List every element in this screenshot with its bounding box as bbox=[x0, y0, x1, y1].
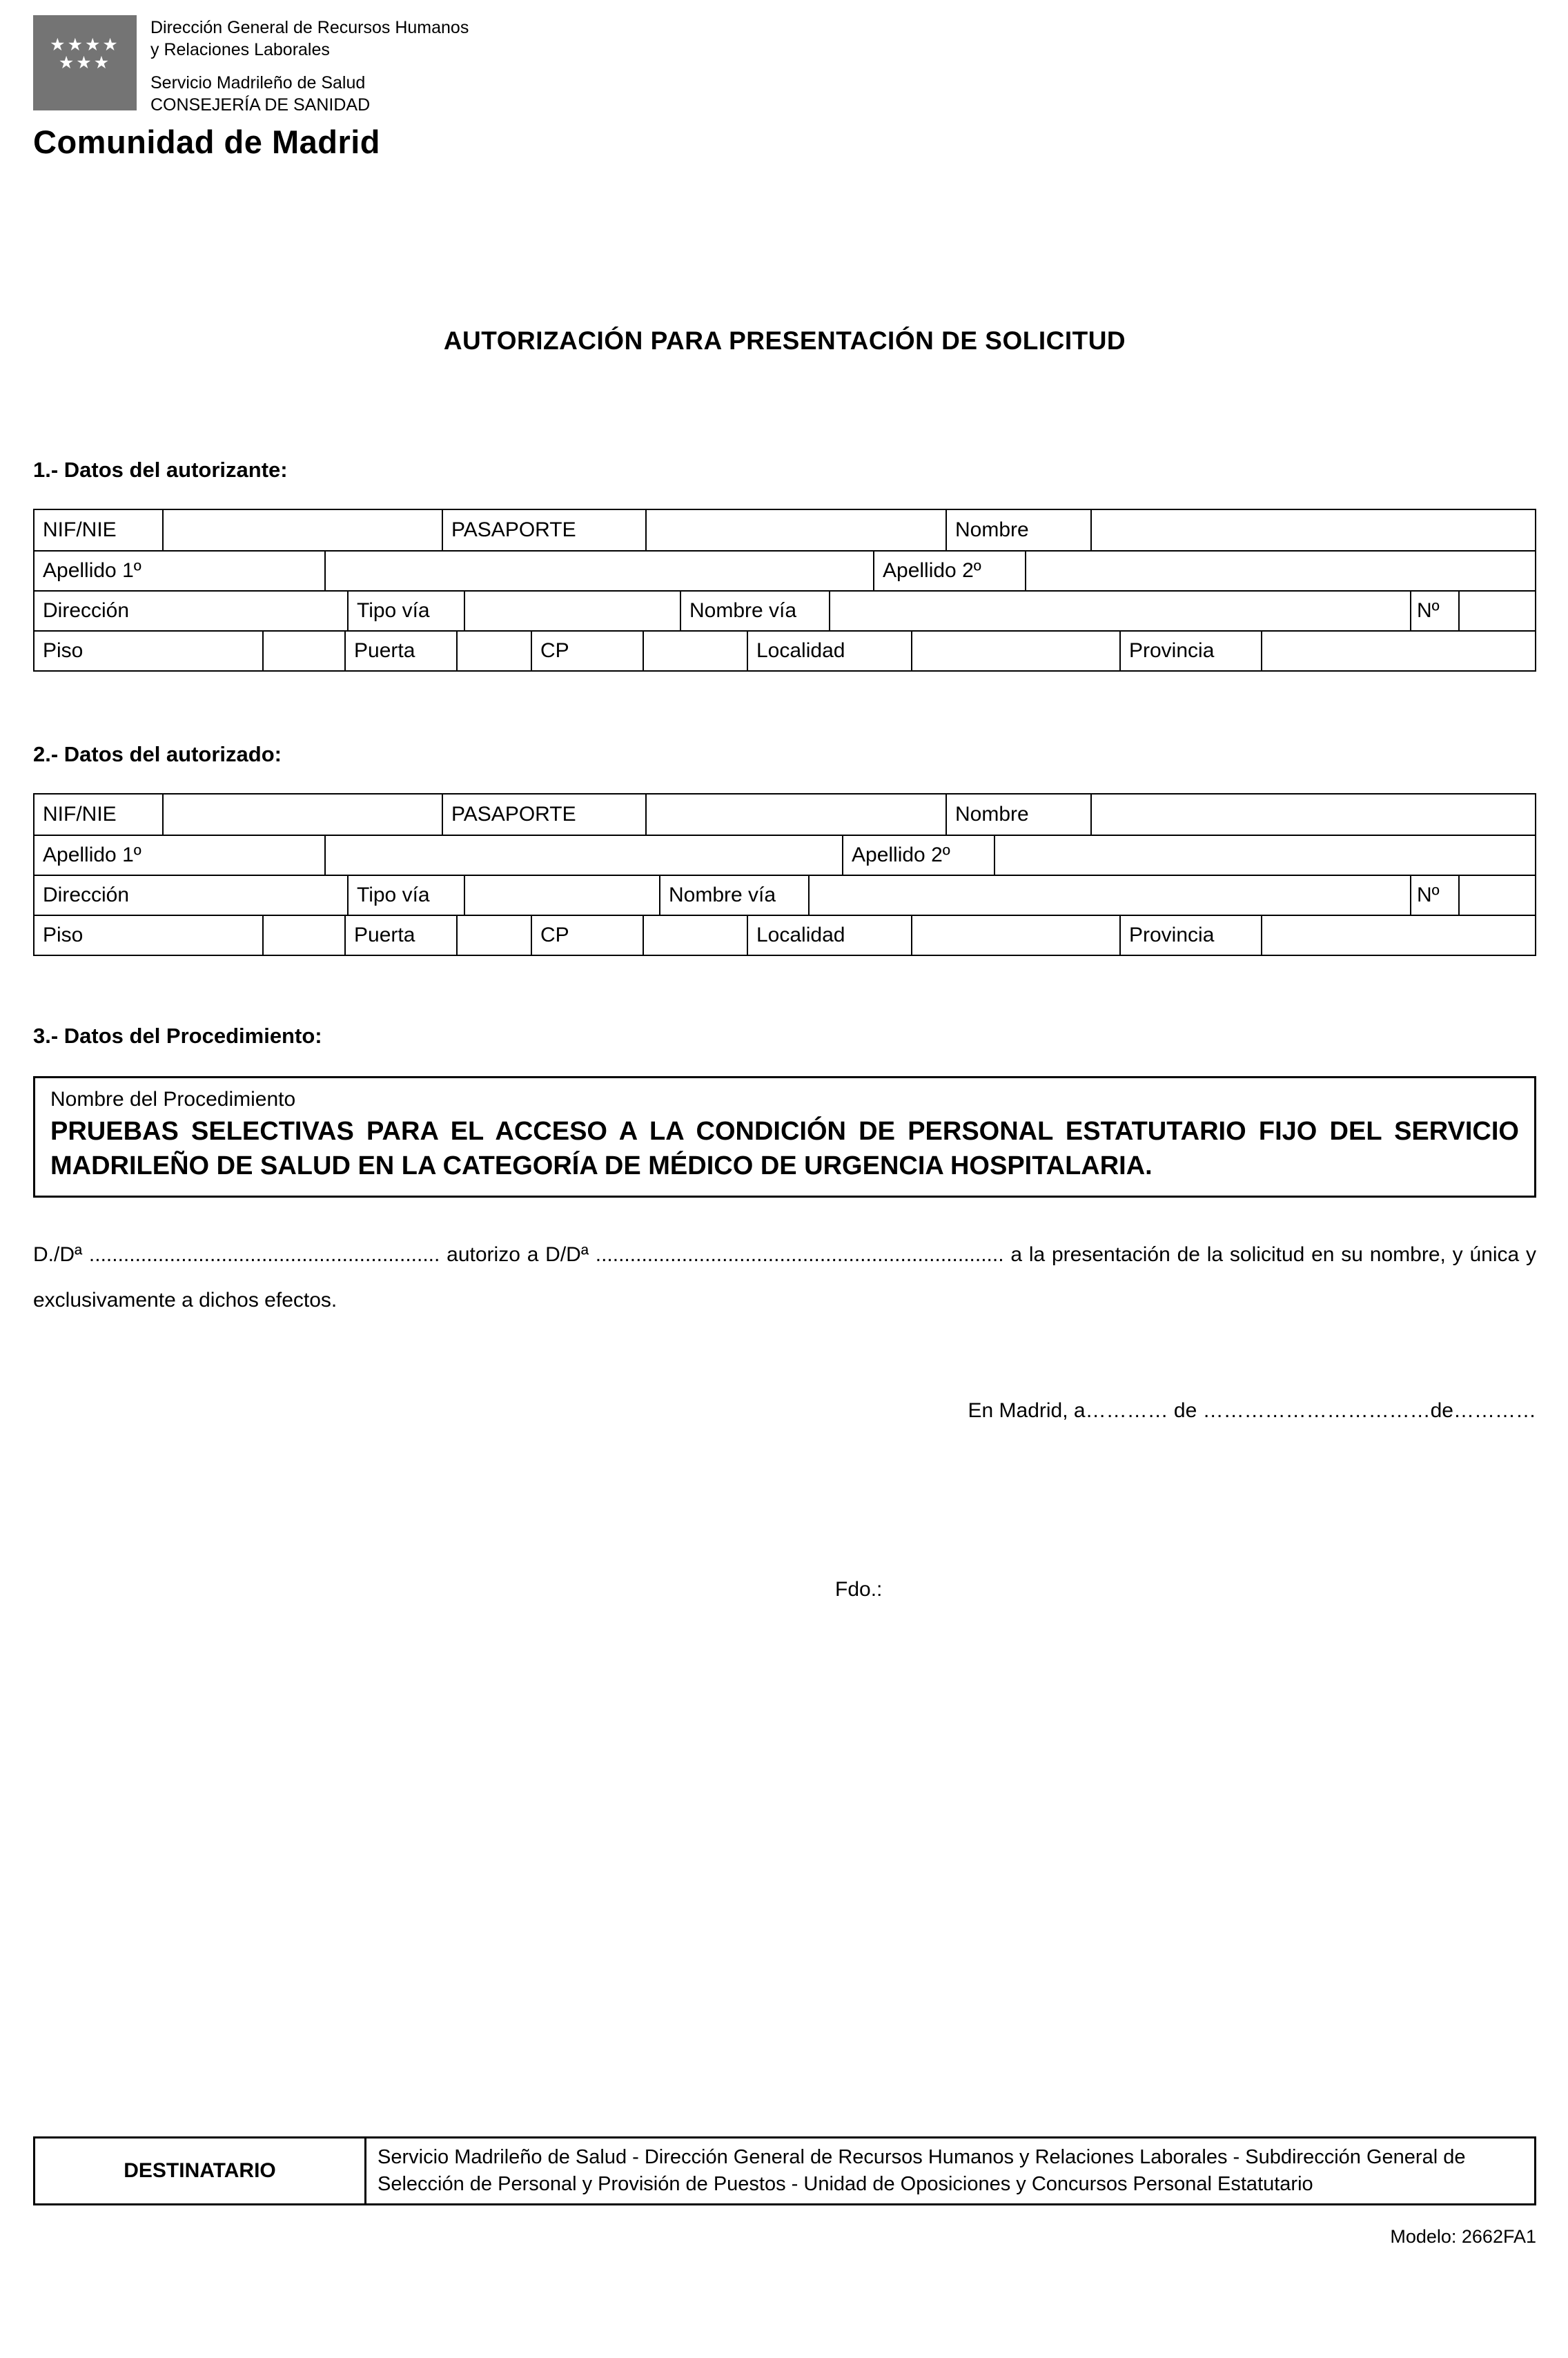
table-row bbox=[35, 590, 1535, 630]
nombre-via-value-cell bbox=[829, 592, 1410, 630]
table-row bbox=[35, 795, 1535, 835]
localidad-value-cell bbox=[911, 916, 1119, 955]
nif-label: NIF/NIE bbox=[43, 803, 117, 826]
pasaporte-value-cell bbox=[645, 795, 945, 835]
nombre-label: Nombre bbox=[945, 795, 1090, 835]
direccion-label: Dirección bbox=[43, 884, 130, 906]
model-code: Modelo: 2662FA1 bbox=[1390, 2226, 1536, 2248]
nombre-value-cell bbox=[1090, 510, 1535, 550]
authorizer-data-table bbox=[33, 509, 1536, 672]
cp-value-cell bbox=[643, 632, 747, 670]
provincia-label: Provincia bbox=[1119, 916, 1261, 955]
provincia-value-cell bbox=[1261, 632, 1535, 670]
numero-value-cell bbox=[1458, 592, 1535, 630]
localidad-label: Localidad bbox=[747, 632, 911, 670]
numero-label: Nº bbox=[1410, 592, 1458, 630]
apellido1-value-cell bbox=[324, 552, 873, 590]
letterhead-text bbox=[150, 15, 469, 116]
tipo-via-value-cell bbox=[464, 876, 659, 915]
document-title: AUTORIZACIÓN PARA PRESENTACIÓN DE SOLICITUD bbox=[443, 327, 1126, 355]
comunidad-de-madrid-flag-logo bbox=[33, 15, 137, 110]
department-line-2: y Relaciones Laborales bbox=[150, 40, 330, 59]
destinatario-label: DESTINATARIO bbox=[35, 2138, 366, 2203]
localidad-label: Localidad bbox=[747, 916, 911, 955]
apellido2-label: Apellido 2º bbox=[842, 836, 994, 875]
nif-label: NIF/NIE bbox=[43, 518, 117, 541]
letterhead bbox=[33, 15, 1536, 116]
puerta-label: Puerta bbox=[344, 632, 456, 670]
apellido1-value-cell bbox=[324, 836, 842, 875]
nombre-label: Nombre bbox=[945, 510, 1090, 550]
numero-label: Nº bbox=[1410, 876, 1458, 915]
section-3-heading: 3.- Datos del Procedimiento: bbox=[33, 1024, 322, 1048]
section-2-heading: 2.- Datos del autorizado: bbox=[33, 742, 282, 766]
piso-label: Piso bbox=[43, 924, 84, 946]
council-name: CONSEJERÍA DE SANIDAD bbox=[150, 95, 371, 115]
procedure-box-label: Nombre del Procedimiento bbox=[50, 1088, 296, 1111]
authorization-statement: D./Dª ............................................................. autorizo a D/Dª ....................................................................... a la presentación de la solicitud en su nombre, y única y exclusivamente a dichos efectos. bbox=[33, 1243, 1536, 1312]
nombre-via-value-cell bbox=[808, 876, 1410, 915]
direccion-label: Dirección bbox=[43, 599, 130, 622]
destinatario-text: Servicio Madrileño de Salud - Dirección General de Recursos Humanos y Relaciones Laborales - Subdirección General de Selección de Personal y Provisión de Puestos - Unidad de Oposiciones y Concursos Personal Estatutario bbox=[378, 2146, 1466, 2196]
puerta-value-cell bbox=[456, 916, 531, 955]
signature-label: Fdo.: bbox=[835, 1578, 883, 1601]
provincia-label: Provincia bbox=[1119, 632, 1261, 670]
table-row bbox=[35, 510, 1535, 550]
nombre-via-label: Nombre vía bbox=[680, 592, 829, 630]
department-line-1: Dirección General de Recursos Humanos bbox=[150, 18, 469, 37]
piso-value-cell bbox=[262, 916, 344, 955]
destinatario-table bbox=[33, 2136, 1536, 2205]
apellido2-label: Apellido 2º bbox=[873, 552, 1025, 590]
piso-label: Piso bbox=[43, 639, 84, 662]
numero-value-cell bbox=[1458, 876, 1535, 915]
apellido1-label: Apellido 1º bbox=[43, 559, 141, 582]
footer-block bbox=[33, 2136, 1536, 2248]
cp-value-cell bbox=[643, 916, 747, 955]
puerta-label: Puerta bbox=[344, 916, 456, 955]
pasaporte-label: PASAPORTE bbox=[442, 510, 645, 550]
table-row bbox=[35, 875, 1535, 915]
apellido1-label: Apellido 1º bbox=[43, 844, 141, 866]
table-row bbox=[35, 915, 1535, 955]
localidad-value-cell bbox=[911, 632, 1119, 670]
date-line: En Madrid, a………… de ……………………………de………… bbox=[968, 1399, 1536, 1423]
section-1-heading: 1.- Datos del autorizante: bbox=[33, 458, 288, 482]
brand-title: Comunidad de Madrid bbox=[33, 124, 380, 160]
piso-value-cell bbox=[262, 632, 344, 670]
nombre-value-cell bbox=[1090, 795, 1535, 835]
tipo-via-label: Tipo vía bbox=[347, 876, 464, 915]
tipo-via-value-cell bbox=[464, 592, 680, 630]
tipo-via-label: Tipo vía bbox=[347, 592, 464, 630]
nif-value-cell bbox=[162, 795, 442, 835]
apellido2-value-cell bbox=[1025, 552, 1535, 590]
pasaporte-value-cell bbox=[645, 510, 945, 550]
nombre-via-label: Nombre vía bbox=[659, 876, 808, 915]
pasaporte-label: PASAPORTE bbox=[442, 795, 645, 835]
service-name: Servicio Madrileño de Salud bbox=[150, 73, 366, 92]
madrid-stars-icon: ★★★ bbox=[58, 53, 112, 73]
madrid-stars-icon: ★★★★ bbox=[50, 35, 120, 55]
table-row bbox=[35, 550, 1535, 590]
puerta-value-cell bbox=[456, 632, 531, 670]
table-row bbox=[35, 835, 1535, 875]
apellido2-value-cell bbox=[994, 836, 1535, 875]
nif-value-cell bbox=[162, 510, 442, 550]
procedure-box bbox=[33, 1076, 1536, 1198]
procedure-name: PRUEBAS SELECTIVAS PARA EL ACCESO A LA CONDICIÓN DE PERSONAL ESTATUTARIO FIJO DEL SERVICIO MADRILEÑO DE SALUD EN LA CATEGORÍA DE MÉDICO DE URGENCIA HOSPITALARIA. bbox=[50, 1117, 1519, 1181]
cp-label: CP bbox=[531, 632, 643, 670]
authorized-data-table bbox=[33, 793, 1536, 956]
cp-label: CP bbox=[531, 916, 643, 955]
table-row bbox=[35, 630, 1535, 670]
provincia-value-cell bbox=[1261, 916, 1535, 955]
